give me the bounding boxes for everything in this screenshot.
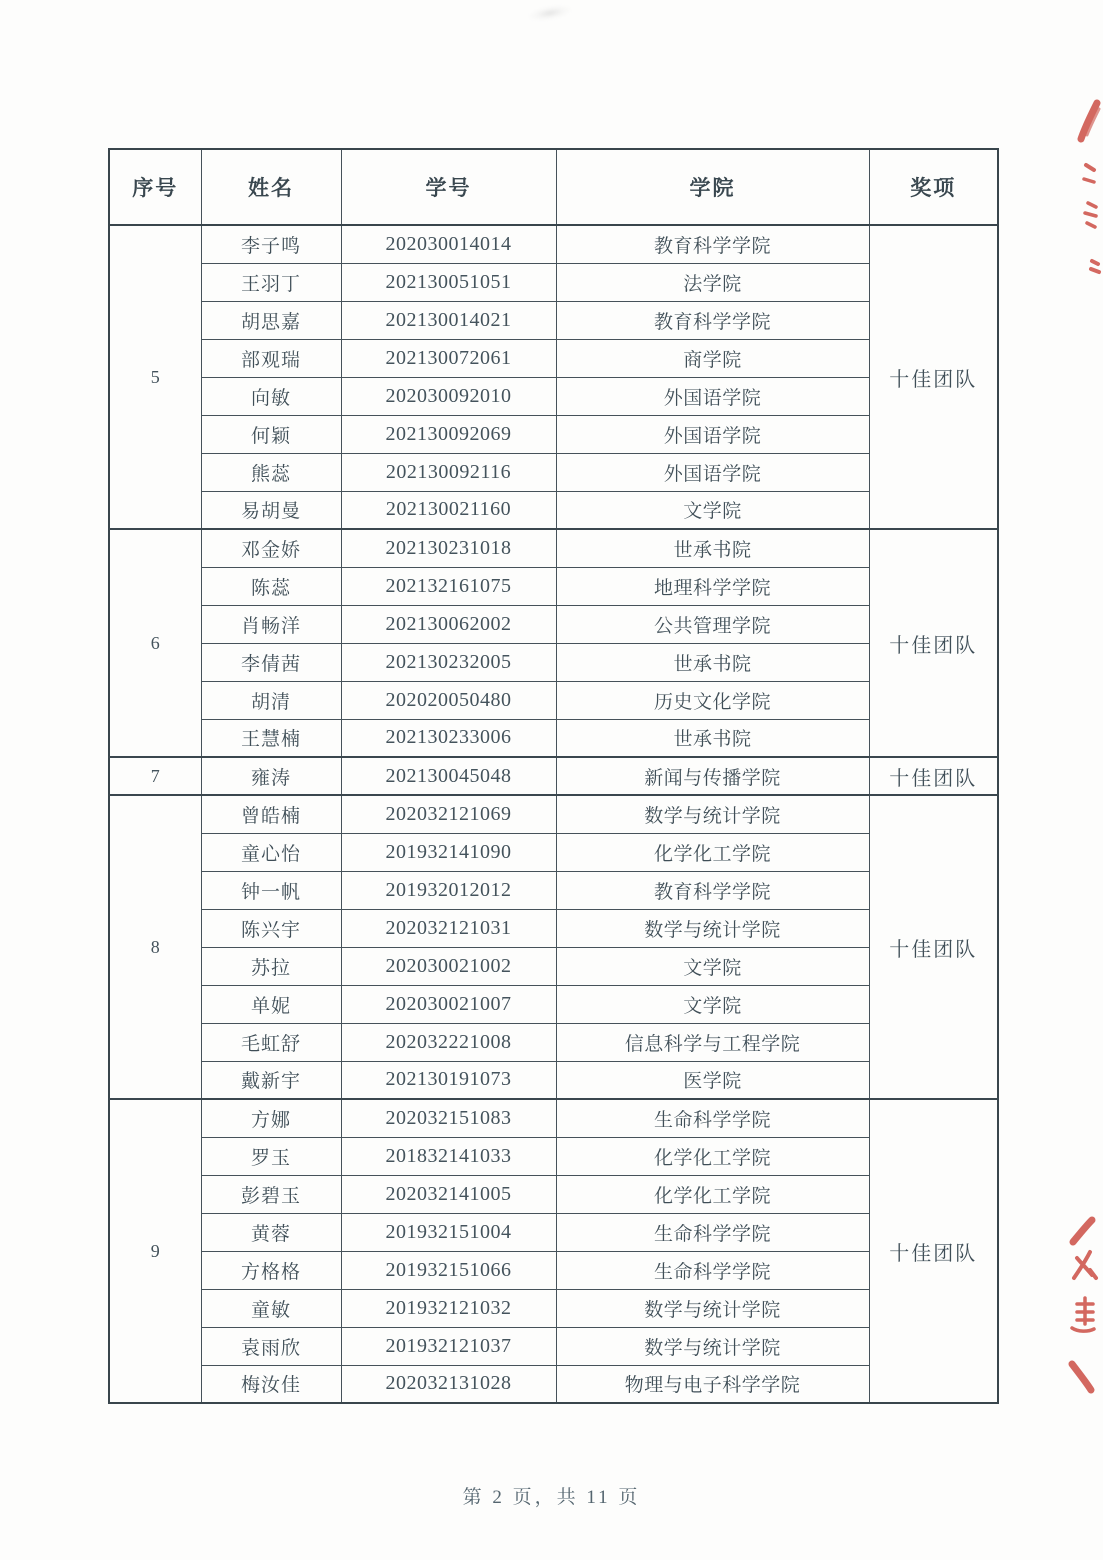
table-row — [109, 1023, 998, 1061]
college-cell: 新闻与传播学院 — [556, 757, 869, 795]
student-id-cell: 202130092116 — [341, 453, 556, 491]
student-id-cell: 202020050480 — [341, 681, 556, 719]
award-cell: 十佳团队 — [869, 795, 998, 1099]
header-cell-no: 序号 — [109, 149, 201, 225]
college-cell: 生命科学学院 — [556, 1213, 869, 1251]
name-cell: 陈兴宇 — [201, 909, 341, 947]
red-seal-fragment-bottom — [1060, 1208, 1103, 1400]
college-cell: 化学化工学院 — [556, 1175, 869, 1213]
college-cell: 医学院 — [556, 1061, 869, 1099]
college-cell: 商学院 — [556, 339, 869, 377]
table-row — [109, 871, 998, 909]
student-id-cell: 202032121069 — [341, 795, 556, 833]
college-cell: 外国语学院 — [556, 415, 869, 453]
name-cell: 雍涛 — [201, 757, 341, 795]
student-id-cell: 202130233006 — [341, 719, 556, 757]
student-id-cell: 202130014021 — [341, 301, 556, 339]
table-row — [109, 643, 998, 681]
table-row — [109, 909, 998, 947]
name-cell: 苏拉 — [201, 947, 341, 985]
college-cell: 世承书院 — [556, 719, 869, 757]
student-id-cell: 202130021160 — [341, 491, 556, 529]
scan-smudge — [527, 2, 573, 23]
group-number-cell: 7 — [109, 757, 201, 795]
table-row — [109, 985, 998, 1023]
name-cell: 曾皓楠 — [201, 795, 341, 833]
table-row — [109, 681, 998, 719]
name-cell: 何颖 — [201, 415, 341, 453]
student-id-cell: 201932121037 — [341, 1327, 556, 1365]
name-cell: 毛虹舒 — [201, 1023, 341, 1061]
college-cell: 文学院 — [556, 947, 869, 985]
college-cell: 世承书院 — [556, 643, 869, 681]
student-id-cell: 202032121031 — [341, 909, 556, 947]
name-cell: 黄蓉 — [201, 1213, 341, 1251]
student-id-cell: 202030014014 — [341, 225, 556, 263]
college-cell: 教育科学学院 — [556, 301, 869, 339]
college-cell: 生命科学学院 — [556, 1251, 869, 1289]
table-row — [109, 567, 998, 605]
page-footer — [0, 1482, 1103, 1509]
name-cell: 方娜 — [201, 1099, 341, 1137]
award-cell: 十佳团队 — [869, 1099, 998, 1403]
name-cell: 钟一帆 — [201, 871, 341, 909]
name-cell: 彭碧玉 — [201, 1175, 341, 1213]
college-cell: 文学院 — [556, 985, 869, 1023]
name-cell: 李子鸣 — [201, 225, 341, 263]
student-id-cell: 202130092069 — [341, 415, 556, 453]
student-id-cell: 202032131028 — [341, 1365, 556, 1403]
name-cell: 童心怡 — [201, 833, 341, 871]
table-row — [109, 1327, 998, 1365]
name-cell: 罗玉 — [201, 1137, 341, 1175]
name-cell: 胡清 — [201, 681, 341, 719]
college-cell: 公共管理学院 — [556, 605, 869, 643]
student-id-cell: 201832141033 — [341, 1137, 556, 1175]
college-cell: 教育科学学院 — [556, 871, 869, 909]
student-id-cell: 202032141005 — [341, 1175, 556, 1213]
name-cell: 王慧楠 — [201, 719, 341, 757]
table-row — [109, 1099, 998, 1137]
college-cell: 历史文化学院 — [556, 681, 869, 719]
college-cell: 外国语学院 — [556, 377, 869, 415]
name-cell: 袁雨欣 — [201, 1327, 341, 1365]
student-id-cell: 202132161075 — [341, 567, 556, 605]
name-cell: 肖畅洋 — [201, 605, 341, 643]
college-cell: 数学与统计学院 — [556, 1327, 869, 1365]
table-row — [109, 377, 998, 415]
college-cell: 化学化工学院 — [556, 1137, 869, 1175]
college-cell: 教育科学学院 — [556, 225, 869, 263]
student-id-cell: 202130232005 — [341, 643, 556, 681]
student-id-cell: 202032221008 — [341, 1023, 556, 1061]
name-cell: 易胡曼 — [201, 491, 341, 529]
college-cell: 数学与统计学院 — [556, 795, 869, 833]
table-row — [109, 225, 998, 263]
table-row — [109, 1061, 998, 1099]
header-row — [109, 149, 998, 225]
award-cell: 十佳团队 — [869, 529, 998, 757]
name-cell: 胡思嘉 — [201, 301, 341, 339]
table-row — [109, 1289, 998, 1327]
student-id-cell: 202130062002 — [341, 605, 556, 643]
name-cell: 李倩茜 — [201, 643, 341, 681]
student-id-cell: 202130191073 — [341, 1061, 556, 1099]
student-id-cell: 202130072061 — [341, 339, 556, 377]
table-row — [109, 719, 998, 757]
college-cell: 物理与电子科学学院 — [556, 1365, 869, 1403]
table-row — [109, 833, 998, 871]
student-id-cell: 202030021002 — [341, 947, 556, 985]
table-row — [109, 263, 998, 301]
page-number-text: 第 2 页，共 11 页 — [462, 1487, 641, 1508]
group-number-cell: 6 — [109, 529, 201, 757]
awards-table — [108, 148, 999, 1404]
student-id-cell: 202030092010 — [341, 377, 556, 415]
table-row — [109, 795, 998, 833]
name-cell: 邓金娇 — [201, 529, 341, 567]
name-cell: 陈蕊 — [201, 567, 341, 605]
table-row — [109, 529, 998, 567]
header-cell-id: 学号 — [341, 149, 556, 225]
college-cell: 数学与统计学院 — [556, 1289, 869, 1327]
table-row — [109, 1213, 998, 1251]
name-cell: 熊蕊 — [201, 453, 341, 491]
student-id-cell: 202130231018 — [341, 529, 556, 567]
header-cell-award: 奖项 — [869, 149, 998, 225]
name-cell: 童敏 — [201, 1289, 341, 1327]
table-body — [109, 225, 998, 1403]
group-number-cell: 5 — [109, 225, 201, 529]
group-number-cell: 9 — [109, 1099, 201, 1403]
red-seal-fragment-top — [1072, 95, 1103, 285]
student-id-cell: 202032151083 — [341, 1099, 556, 1137]
award-cell: 十佳团队 — [869, 757, 998, 795]
name-cell: 部观瑞 — [201, 339, 341, 377]
student-id-cell: 202130045048 — [341, 757, 556, 795]
name-cell: 梅汝佳 — [201, 1365, 341, 1403]
table-header — [109, 149, 998, 225]
table-row — [109, 1365, 998, 1403]
student-id-cell: 201932151004 — [341, 1213, 556, 1251]
table-row — [109, 1137, 998, 1175]
college-cell: 数学与统计学院 — [556, 909, 869, 947]
table-row — [109, 757, 998, 795]
name-cell: 王羽丁 — [201, 263, 341, 301]
college-cell: 地理科学学院 — [556, 567, 869, 605]
college-cell: 生命科学学院 — [556, 1099, 869, 1137]
table-row — [109, 453, 998, 491]
college-cell: 信息科学与工程学院 — [556, 1023, 869, 1061]
college-cell: 化学化工学院 — [556, 833, 869, 871]
student-id-cell: 202030021007 — [341, 985, 556, 1023]
name-cell: 向敏 — [201, 377, 341, 415]
college-cell: 世承书院 — [556, 529, 869, 567]
college-cell: 外国语学院 — [556, 453, 869, 491]
college-cell: 文学院 — [556, 491, 869, 529]
college-cell: 法学院 — [556, 263, 869, 301]
student-id-cell: 201932151066 — [341, 1251, 556, 1289]
table-row — [109, 605, 998, 643]
group-number-cell: 8 — [109, 795, 201, 1099]
table-row — [109, 339, 998, 377]
table-row — [109, 1175, 998, 1213]
name-cell: 方格格 — [201, 1251, 341, 1289]
table-row — [109, 947, 998, 985]
name-cell: 戴新宇 — [201, 1061, 341, 1099]
table-row — [109, 1251, 998, 1289]
student-id-cell: 201932012012 — [341, 871, 556, 909]
award-cell: 十佳团队 — [869, 225, 998, 529]
student-id-cell: 201932121032 — [341, 1289, 556, 1327]
table-row — [109, 415, 998, 453]
table-row — [109, 491, 998, 529]
header-cell-name: 姓名 — [201, 149, 341, 225]
header-cell-college: 学院 — [556, 149, 869, 225]
name-cell: 单妮 — [201, 985, 341, 1023]
table-row — [109, 301, 998, 339]
student-id-cell: 202130051051 — [341, 263, 556, 301]
student-id-cell: 201932141090 — [341, 833, 556, 871]
